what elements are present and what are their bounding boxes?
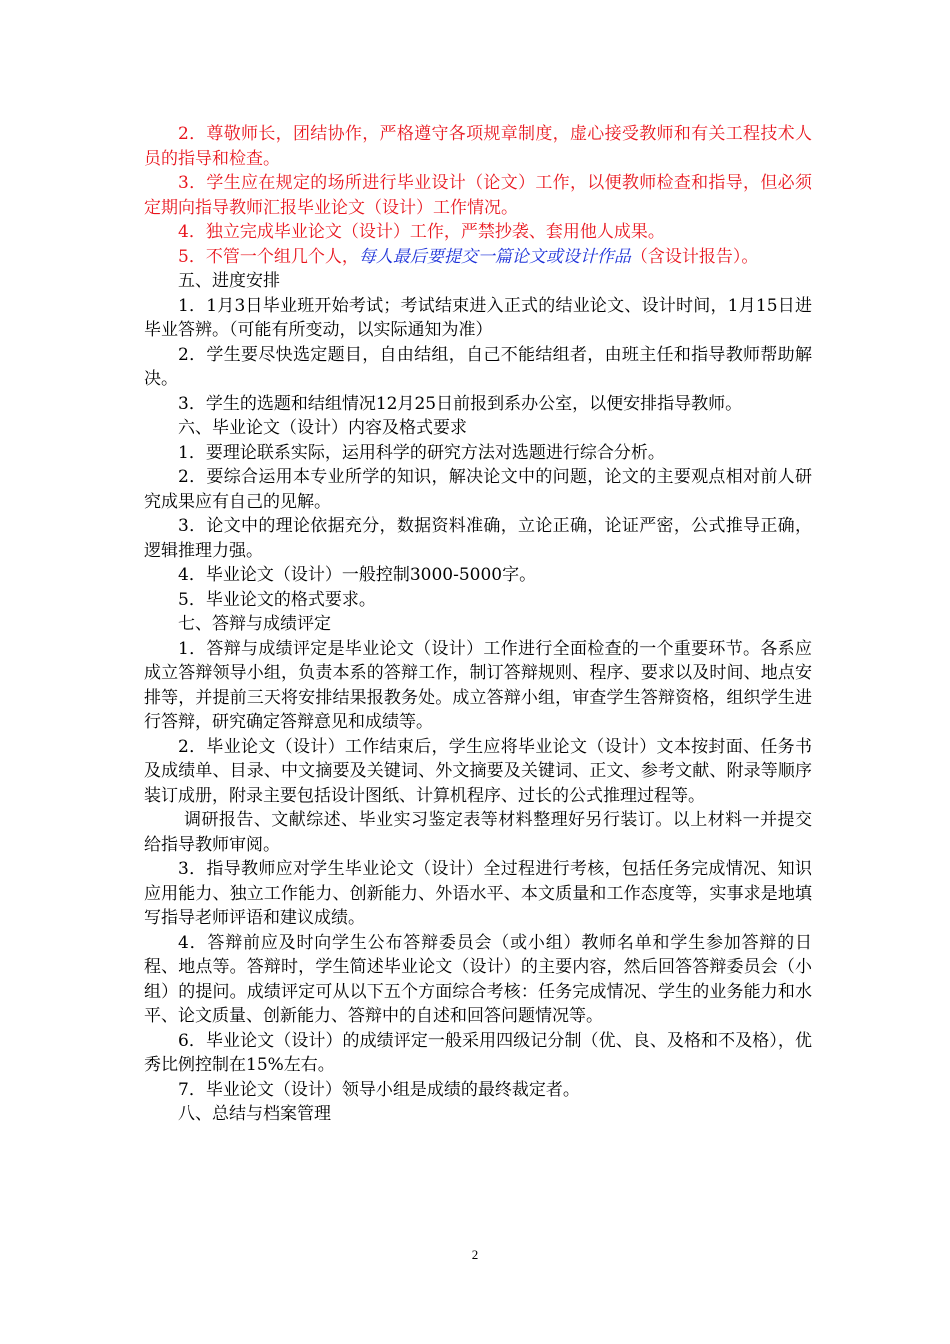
- defense-item-2-continued: 调研报告、文献综述、毕业实习鉴定表等材料整理好另行装订。以上材料一并提交给指导教师审阅。: [144, 810, 812, 855]
- schedule-item-2: 2．学生要尽快选定题目，自由结组，自己不能结组者，由班主任和指导教师帮助解决。: [144, 344, 812, 389]
- content-item-5: 5．毕业论文的格式要求。: [178, 589, 376, 610]
- content-item-4: 4．毕业论文（设计）一般控制3000-5000字。: [178, 565, 537, 585]
- content-item-3: 3．论文中的理论依据充分，数据资料准确，立论正确，论证严密，公式推导正确，逻辑推理力强。: [144, 516, 812, 561]
- content-item-2: 2．要综合运用本专业所学的知识，解决论文中的问题，论文的主要观点相对前人研究成果应有自己的见解。: [144, 467, 812, 512]
- section-heading-summary-archive: 八、总结与档案管理: [178, 1104, 331, 1124]
- schedule-item-3: 3．学生的选题和结组情况12月25日前报到系办公室，以便安排指导教师。: [178, 393, 743, 414]
- requirement-5-lead: 5．不管一个组几个人，: [178, 246, 359, 267]
- requirement-5-emphasis: 每人最后要提交一篇论文或设计作品: [358, 246, 631, 267]
- requirement-5-tail: （含设计报告）。: [630, 246, 759, 267]
- defense-item-6: 6．毕业论文（设计）的成绩评定一般采用四级记分制（优、良、及格和不及格），优秀比例控制在15%左右。: [144, 1030, 812, 1075]
- section-heading-schedule: 五、进度安排: [178, 271, 280, 291]
- defense-item-2: 2．毕业论文（设计）工作结束后，学生应将毕业论文（设计）文本按封面、任务书及成绩单、目录、中文摘要及关键词、外文摘要及关键词、正文、参考文献、附录等顺序装订成册，附录主要包括设计图纸、计算机程序、过长的公式推理过程等。: [144, 736, 812, 806]
- defense-item-7: 7．毕业论文（设计）领导小组是成绩的最终裁定者。: [178, 1079, 580, 1100]
- requirement-paragraph-5: [144, 245, 812, 270]
- requirement-paragraph-4: 4．独立完成毕业论文（设计）工作，严禁抄袭、套用他人成果。: [178, 222, 665, 242]
- defense-item-4: 4．答辩前应及时向学生公布答辩委员会（或小组）教师名单和学生参加答辩的日程、地点等。答辩时，学生简述毕业论文（设计）的主要内容，然后回答答辩委员会（小组）的提问。成绩评定可从以下五个方面综合考核：任务完成情况、学生的业务能力和水平、论文质量、创新能力、答辩中的自述和回答问题情况等。: [144, 932, 812, 1026]
- document-body: [144, 122, 812, 1127]
- schedule-item-1: 1．1月3日毕业班开始考试；考试结束进入正式的结业论文、设计时间，1月15日进毕业答辨。（可能有所变动，以实际通知为准）: [144, 295, 812, 340]
- defense-item-3: 3．指导教师应对学生毕业论文（设计）全过程进行考核，包括任务完成情况、知识应用能力、独立工作能力、创新能力、外语水平、本文质量和工作态度等，实事求是地填写指导老师评语和建议成绩。: [144, 859, 812, 928]
- page-number: 2: [471, 1247, 479, 1262]
- section-heading-content-format: 六、毕业论文（设计）内容及格式要求: [178, 418, 467, 438]
- defense-item-1: 1．答辩与成绩评定是毕业论文（设计）工作进行全面检查的一个重要环节。各系应成立答辩领导小组，负责本系的答辩工作，制订答辩规则、程序、要求以及时间、地点安排等，并提前三天将安排结果报教务处。成立答辩小组，审查学生答辩资格，组织学生进行答辩，研究确定答辩意见和成绩等。: [144, 638, 812, 732]
- requirement-paragraph-3: 3．学生应在规定的场所进行毕业设计（论文）工作，以便教师检查和指导，但必须定期向指导教师汇报毕业论文（设计）工作情况。: [144, 173, 812, 218]
- requirement-paragraph-2: 2．尊敬师长，团结协作，严格遵守各项规章制度，虚心接受教师和有关工程技术人员的指导和检查。: [144, 124, 812, 169]
- section-heading-defense-grading: 七、答辩与成绩评定: [178, 614, 331, 634]
- content-item-1: 1．要理论联系实际，运用科学的研究方法对选题进行综合分析。: [178, 442, 665, 463]
